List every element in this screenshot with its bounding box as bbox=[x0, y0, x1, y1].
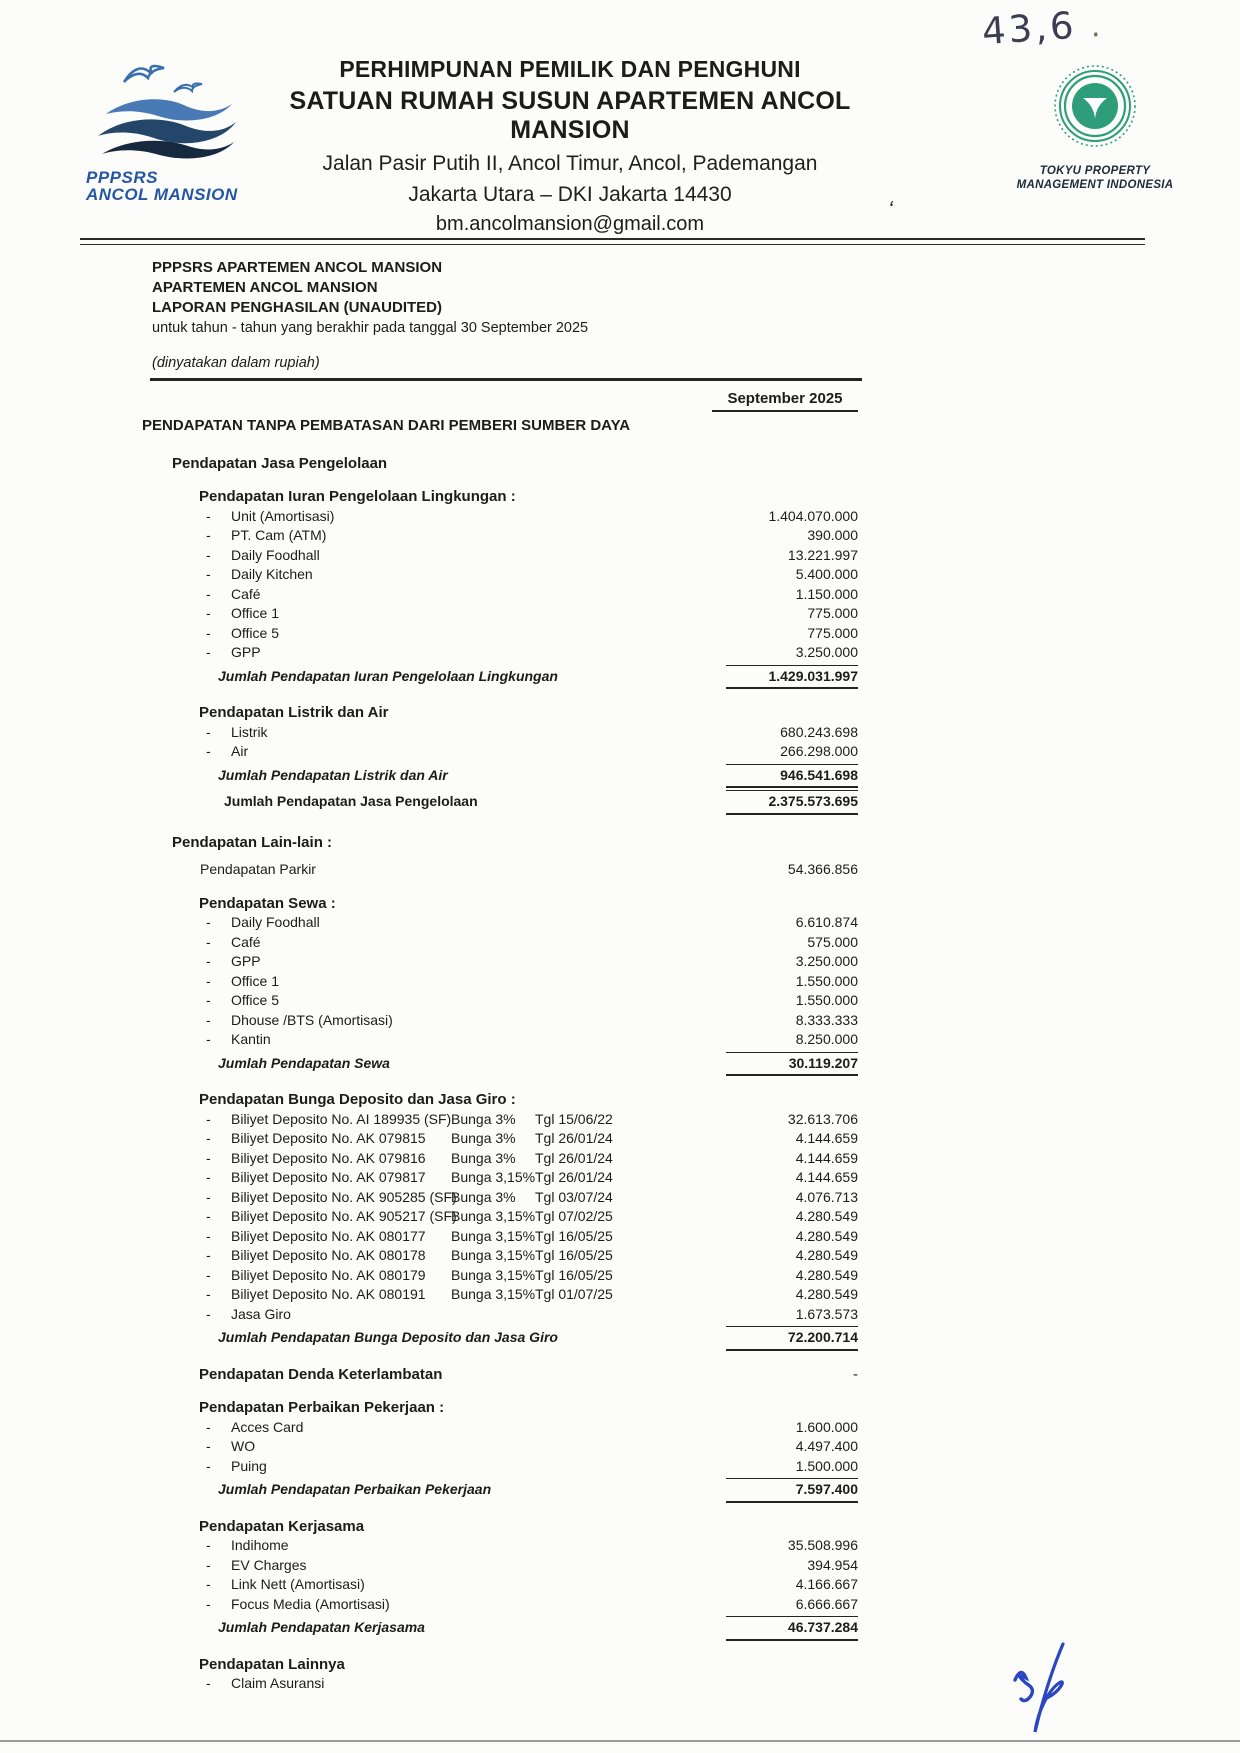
row-label: Indihome bbox=[231, 1537, 289, 1553]
dash-bullet: - bbox=[206, 1149, 211, 1166]
title-line4: untuk tahun - tahun yang berakhir pada tanggal 30 September 2025 bbox=[152, 320, 589, 336]
report-row bbox=[142, 1674, 858, 1694]
row-label: Dhouse /BTS (Amortisasi) bbox=[231, 1011, 393, 1028]
deposit-date: Tgl 07/02/25 bbox=[535, 1208, 613, 1224]
title-line2: APARTEMEN ANCOL MANSION bbox=[152, 279, 378, 296]
deposit-rate: Bunga 3,15% bbox=[451, 1266, 536, 1283]
report-row bbox=[142, 487, 858, 507]
letterhead bbox=[245, 56, 895, 236]
deposit-date: Tgl 16/05/25 bbox=[535, 1227, 613, 1244]
report-row bbox=[142, 790, 858, 815]
report-row bbox=[142, 1595, 858, 1615]
report-row bbox=[142, 933, 858, 953]
dash-bullet: - bbox=[206, 605, 211, 621]
report-row bbox=[142, 1326, 858, 1351]
deposit-date: Tgl 26/01/24 bbox=[535, 1169, 613, 1185]
report-row bbox=[142, 416, 858, 436]
tokyu-logo bbox=[995, 62, 1195, 192]
row-amount: 4.280.549 bbox=[795, 1208, 858, 1224]
row-label: GPP bbox=[231, 953, 261, 969]
dash-bullet: - bbox=[206, 1247, 211, 1263]
deposit-rate: Bunga 3,15% bbox=[451, 1169, 536, 1185]
report-row bbox=[142, 1188, 858, 1208]
report-row bbox=[142, 1418, 858, 1438]
dash-bullet: - bbox=[206, 972, 211, 989]
report-row bbox=[142, 1168, 858, 1188]
handwritten-dot: . bbox=[1089, 8, 1105, 45]
row-amount: 4.144.659 bbox=[795, 1169, 858, 1185]
report-row bbox=[142, 454, 858, 474]
dash-bullet: - bbox=[206, 743, 211, 759]
dash-bullet: - bbox=[206, 1576, 211, 1592]
deposit-date: Tgl 15/06/22 bbox=[535, 1110, 613, 1127]
tokyu-emblem-icon bbox=[1040, 62, 1150, 158]
row-label: Pendapatan Iuran Pengelolaan Lingkungan : bbox=[199, 488, 516, 505]
row-label: Biliyet Deposito No. AK 080178 bbox=[231, 1247, 426, 1263]
handwritten-page-number bbox=[981, 2, 1105, 53]
dash-bullet: - bbox=[206, 1418, 211, 1435]
deposit-rate: Bunga 3,15% bbox=[451, 1286, 536, 1302]
row-label: Jasa Giro bbox=[231, 1305, 291, 1322]
row-amount: 1.673.573 bbox=[795, 1305, 858, 1322]
report-row bbox=[142, 1030, 858, 1050]
address-line1: Jalan Pasir Putih II, Ancol Timur, Ancol, Pademangan bbox=[322, 152, 818, 175]
row-amount: 3.250.000 bbox=[795, 953, 858, 969]
row-amount: 35.508.996 bbox=[787, 1537, 858, 1553]
deposit-rate: Bunga 3% bbox=[451, 1110, 516, 1127]
dash-bullet: - bbox=[206, 1266, 211, 1283]
report-row bbox=[142, 526, 858, 546]
report-row bbox=[142, 703, 858, 723]
dash-bullet: - bbox=[206, 527, 211, 543]
dash-bullet: - bbox=[206, 644, 211, 660]
row-amount: 4.144.659 bbox=[795, 1130, 858, 1146]
dash-bullet: - bbox=[206, 1011, 211, 1028]
row-amount: 394.954 bbox=[807, 1556, 858, 1573]
dash-bullet: - bbox=[206, 1537, 211, 1553]
row-label: Biliyet Deposito No. AK 079815 bbox=[231, 1130, 426, 1146]
row-amount: 6.610.874 bbox=[795, 914, 858, 930]
report-row bbox=[142, 833, 858, 853]
row-amount: 4.280.549 bbox=[795, 1266, 858, 1283]
dash-bullet: - bbox=[206, 1130, 211, 1146]
row-label: PT. Cam (ATM) bbox=[231, 527, 327, 543]
row-label: Office 5 bbox=[231, 992, 279, 1008]
row-amount: 1.150.000 bbox=[795, 585, 858, 602]
row-amount: 30.119.207 bbox=[726, 1052, 858, 1077]
report-row bbox=[142, 764, 858, 789]
report-row bbox=[142, 1110, 858, 1130]
dash-bullet: - bbox=[206, 1208, 211, 1224]
report-row bbox=[142, 1305, 858, 1325]
report-row bbox=[142, 1437, 858, 1457]
report-row bbox=[142, 643, 858, 663]
row-label: Link Nett (Amortisasi) bbox=[231, 1576, 365, 1592]
dash-bullet: - bbox=[206, 1169, 211, 1185]
row-amount: 4.280.549 bbox=[795, 1247, 858, 1263]
row-label: Acces Card bbox=[231, 1418, 304, 1435]
dash-bullet: - bbox=[206, 1110, 211, 1127]
row-label: Claim Asuransi bbox=[231, 1675, 325, 1691]
logo-left-line1: PPPSRS bbox=[86, 168, 158, 187]
pppsrs-logo bbox=[80, 52, 252, 203]
row-amount: 266.298.000 bbox=[780, 743, 858, 759]
seagulls-waves-icon bbox=[86, 52, 246, 164]
report-row bbox=[142, 565, 858, 585]
row-amount: 13.221.997 bbox=[787, 546, 858, 563]
report-row bbox=[142, 723, 858, 743]
row-amount: 3.250.000 bbox=[795, 644, 858, 660]
row-amount: 8.250.000 bbox=[795, 1031, 858, 1047]
report-row bbox=[142, 1011, 858, 1031]
deposit-date: Tgl 16/05/25 bbox=[535, 1266, 613, 1283]
row-amount: 1.550.000 bbox=[795, 992, 858, 1008]
report-row bbox=[142, 1052, 858, 1077]
row-label: Biliyet Deposito No. AK 080177 bbox=[231, 1227, 426, 1244]
dash-bullet: - bbox=[206, 1457, 211, 1474]
deposit-rate: Bunga 3,15% bbox=[451, 1227, 536, 1244]
row-label: EV Charges bbox=[231, 1556, 307, 1573]
report-row bbox=[142, 1478, 858, 1503]
row-label: Biliyet Deposito No. AI 189935 (SF) bbox=[231, 1110, 452, 1127]
report-row bbox=[142, 991, 858, 1011]
dash-bullet: - bbox=[206, 1188, 211, 1205]
report-row bbox=[142, 1285, 858, 1305]
row-label: Jumlah Pendapatan Bunga Deposito dan Jasa Giro bbox=[218, 1329, 558, 1345]
row-label: Pendapatan Jasa Pengelolaan bbox=[172, 454, 388, 472]
row-label: Biliyet Deposito No. AK 079816 bbox=[231, 1149, 426, 1166]
dash-bullet: - bbox=[206, 933, 211, 950]
row-label: Daily Kitchen bbox=[231, 566, 313, 582]
report-row bbox=[142, 546, 858, 566]
dash-bullet: - bbox=[206, 1227, 211, 1244]
row-label: Biliyet Deposito No. AK 905285 (SF) bbox=[231, 1188, 457, 1205]
row-amount: 1.404.070.000 bbox=[768, 507, 858, 524]
row-amount: 46.737.284 bbox=[726, 1616, 858, 1641]
report-row bbox=[142, 665, 858, 690]
deposit-date: Tgl 03/07/24 bbox=[535, 1188, 613, 1205]
org-name-line1: PERHIMPUNAN PEMILIK DAN PENGHUNI bbox=[339, 56, 801, 82]
report-row bbox=[142, 585, 858, 605]
row-amount: 1.600.000 bbox=[795, 1418, 858, 1435]
dash-bullet: - bbox=[206, 566, 211, 582]
row-label: GPP bbox=[231, 644, 261, 660]
report-row bbox=[142, 1536, 858, 1556]
report-row bbox=[142, 1575, 858, 1595]
dash-bullet: - bbox=[206, 914, 211, 930]
report-title-block bbox=[152, 258, 588, 338]
deposit-date: Tgl 26/01/24 bbox=[535, 1130, 613, 1146]
tokyu-text-line1: TOKYU PROPERTY bbox=[1039, 165, 1151, 177]
row-amount: 2.375.573.695 bbox=[726, 790, 858, 815]
row-label: Kantin bbox=[231, 1031, 271, 1047]
row-label: Pendapatan Denda Keterlambatan bbox=[199, 1365, 443, 1383]
dash-bullet: - bbox=[206, 1438, 211, 1454]
deposit-rate: Bunga 3% bbox=[451, 1188, 516, 1205]
row-label: Biliyet Deposito No. AK 905217 (SF) bbox=[231, 1208, 457, 1224]
report-row bbox=[142, 1129, 858, 1149]
header-divider bbox=[80, 238, 1145, 245]
report-row bbox=[142, 913, 858, 933]
row-amount: 575.000 bbox=[807, 933, 858, 950]
report-row bbox=[142, 1149, 858, 1169]
dash-bullet: - bbox=[206, 953, 211, 969]
signature-initials-icon bbox=[985, 1638, 1085, 1748]
tokyu-text-line2: MANAGEMENT INDONESIA bbox=[1016, 178, 1174, 191]
note-divider bbox=[150, 378, 862, 381]
deposit-rate: Bunga 3% bbox=[451, 1130, 516, 1146]
row-label: Pendapatan Lain-lain : bbox=[172, 833, 333, 851]
report-row bbox=[142, 952, 858, 972]
report-row bbox=[142, 1517, 858, 1537]
currency-note: (dinyatakan dalam rupiah) bbox=[152, 355, 320, 371]
row-label: Daily Foodhall bbox=[231, 914, 320, 930]
deposit-date: Tgl 26/01/24 bbox=[535, 1149, 613, 1166]
row-label: Unit (Amortisasi) bbox=[231, 507, 335, 524]
report-row bbox=[142, 860, 858, 880]
row-amount: 4.166.667 bbox=[795, 1576, 858, 1592]
dash-bullet: - bbox=[206, 1595, 211, 1612]
address-line2: Jakarta Utara – DKI Jakarta 14430 bbox=[408, 183, 732, 206]
deposit-rate: Bunga 3,15% bbox=[451, 1208, 536, 1224]
dash-bullet: - bbox=[206, 1556, 211, 1573]
dash-bullet: - bbox=[206, 507, 211, 524]
row-label: Air bbox=[231, 743, 249, 759]
row-amount: 6.666.667 bbox=[795, 1595, 858, 1612]
row-label: WO bbox=[231, 1438, 256, 1454]
row-label: Pendapatan Kerjasama bbox=[199, 1517, 365, 1535]
row-label: Jumlah Pendapatan Iuran Pengelolaan Lingkungan bbox=[218, 667, 558, 684]
row-label: Office 1 bbox=[231, 605, 279, 621]
row-label: Pendapatan Perbaikan Pekerjaan : bbox=[199, 1399, 445, 1416]
deposit-date: Tgl 16/05/25 bbox=[535, 1247, 613, 1263]
report-row bbox=[142, 1365, 858, 1385]
row-amount: 4.076.713 bbox=[795, 1188, 858, 1205]
report-row bbox=[142, 972, 858, 992]
row-amount: - bbox=[853, 1365, 858, 1383]
row-label: Café bbox=[231, 933, 261, 950]
report-row bbox=[142, 1616, 858, 1641]
row-amount: 4.497.400 bbox=[795, 1438, 858, 1454]
handwritten-number-text: 43,6 bbox=[980, 3, 1078, 54]
page-scan-edge bbox=[0, 1740, 1240, 1742]
report-row bbox=[142, 1398, 858, 1418]
row-label: Pendapatan Parkir bbox=[200, 861, 316, 877]
row-label: Biliyet Deposito No. AK 080191 bbox=[231, 1286, 426, 1302]
report-row bbox=[142, 1655, 858, 1675]
deposit-date: Tgl 01/07/25 bbox=[535, 1286, 613, 1302]
row-label: Pendapatan Sewa : bbox=[199, 894, 336, 912]
report-row bbox=[142, 1266, 858, 1286]
row-label: Jumlah Pendapatan Perbaikan Pekerjaan bbox=[218, 1481, 492, 1497]
row-amount: 54.366.856 bbox=[787, 861, 858, 877]
row-amount: 775.000 bbox=[807, 605, 858, 621]
row-amount: 946.541.698 bbox=[726, 764, 858, 789]
dash-bullet: - bbox=[206, 546, 211, 563]
dash-bullet: - bbox=[206, 992, 211, 1008]
row-label: Pendapatan Listrik dan Air bbox=[199, 704, 389, 721]
row-label: Pendapatan Bunga Deposito dan Jasa Giro : bbox=[199, 1091, 516, 1108]
row-label: Jumlah Pendapatan Jasa Pengelolaan bbox=[224, 793, 478, 809]
report-row bbox=[142, 1207, 858, 1227]
row-amount: 1.500.000 bbox=[795, 1457, 858, 1474]
row-label: Jumlah Pendapatan Listrik dan Air bbox=[218, 766, 448, 783]
income-statement bbox=[142, 390, 858, 1694]
row-amount: 5.400.000 bbox=[795, 566, 858, 582]
row-label: Daily Foodhall bbox=[231, 546, 320, 563]
row-amount: 8.333.333 bbox=[795, 1011, 858, 1028]
row-label: Café bbox=[231, 585, 261, 602]
report-row bbox=[142, 624, 858, 644]
dash-bullet: - bbox=[206, 1305, 211, 1322]
dash-bullet: - bbox=[206, 1286, 211, 1302]
dash-bullet: - bbox=[206, 1031, 211, 1047]
row-label: Puing bbox=[231, 1457, 267, 1474]
title-line1: PPPSRS APARTEMEN ANCOL MANSION bbox=[152, 259, 443, 276]
report-row bbox=[142, 507, 858, 527]
row-amount: 1.550.000 bbox=[795, 972, 858, 989]
row-label: Listrik bbox=[231, 723, 268, 740]
report-row bbox=[142, 1556, 858, 1576]
dash-bullet: - bbox=[206, 723, 211, 740]
row-amount: 1.429.031.997 bbox=[726, 665, 858, 690]
row-amount: 72.200.714 bbox=[726, 1326, 858, 1351]
row-amount: 7.597.400 bbox=[726, 1478, 858, 1503]
row-amount: 4.280.549 bbox=[795, 1227, 858, 1244]
deposit-rate: Bunga 3% bbox=[451, 1149, 516, 1166]
email-address: bm.ancolmansion@gmail.com bbox=[435, 213, 705, 235]
row-label: Office 5 bbox=[231, 624, 279, 641]
row-label: Jumlah Pendapatan Kerjasama bbox=[218, 1619, 425, 1635]
row-label: Office 1 bbox=[231, 972, 279, 989]
row-amount: 775.000 bbox=[807, 624, 858, 641]
pen-tick-mark: ‘ bbox=[885, 195, 896, 222]
row-amount: 390.000 bbox=[807, 527, 858, 543]
row-amount: 32.613.706 bbox=[787, 1110, 858, 1127]
row-label: Jumlah Pendapatan Sewa bbox=[218, 1054, 390, 1071]
row-label: Biliyet Deposito No. AK 080179 bbox=[231, 1266, 426, 1283]
row-label: Pendapatan Lainnya bbox=[199, 1655, 345, 1673]
logo-left-line2: ANCOL MANSION bbox=[86, 185, 238, 204]
report-row bbox=[142, 1090, 858, 1110]
row-label: PENDAPATAN TANPA PEMBATASAN DARI PEMBERI SUMBER DAYA bbox=[142, 417, 631, 434]
report-row bbox=[142, 1457, 858, 1477]
deposit-rate: Bunga 3,15% bbox=[451, 1247, 536, 1263]
report-row bbox=[142, 1246, 858, 1266]
dash-bullet: - bbox=[206, 624, 211, 641]
report-row bbox=[142, 604, 858, 624]
org-name-line2: SATUAN RUMAH SUSUN APARTEMEN ANCOL MANSION bbox=[289, 87, 851, 144]
report-row bbox=[142, 742, 858, 762]
row-label: Biliyet Deposito No. AK 079817 bbox=[231, 1169, 426, 1185]
dash-bullet: - bbox=[206, 1675, 211, 1691]
dash-bullet: - bbox=[206, 585, 211, 602]
report-row bbox=[142, 894, 858, 914]
row-label: Focus Media (Amortisasi) bbox=[231, 1595, 390, 1612]
row-amount: 4.144.659 bbox=[795, 1149, 858, 1166]
period-header: September 2025 bbox=[712, 390, 858, 412]
report-row bbox=[142, 1227, 858, 1247]
row-amount: 680.243.698 bbox=[780, 723, 858, 740]
report-rows bbox=[142, 416, 858, 1694]
row-amount: 4.280.549 bbox=[795, 1286, 858, 1302]
title-line3: LAPORAN PENGHASILAN (UNAUDITED) bbox=[152, 299, 442, 316]
